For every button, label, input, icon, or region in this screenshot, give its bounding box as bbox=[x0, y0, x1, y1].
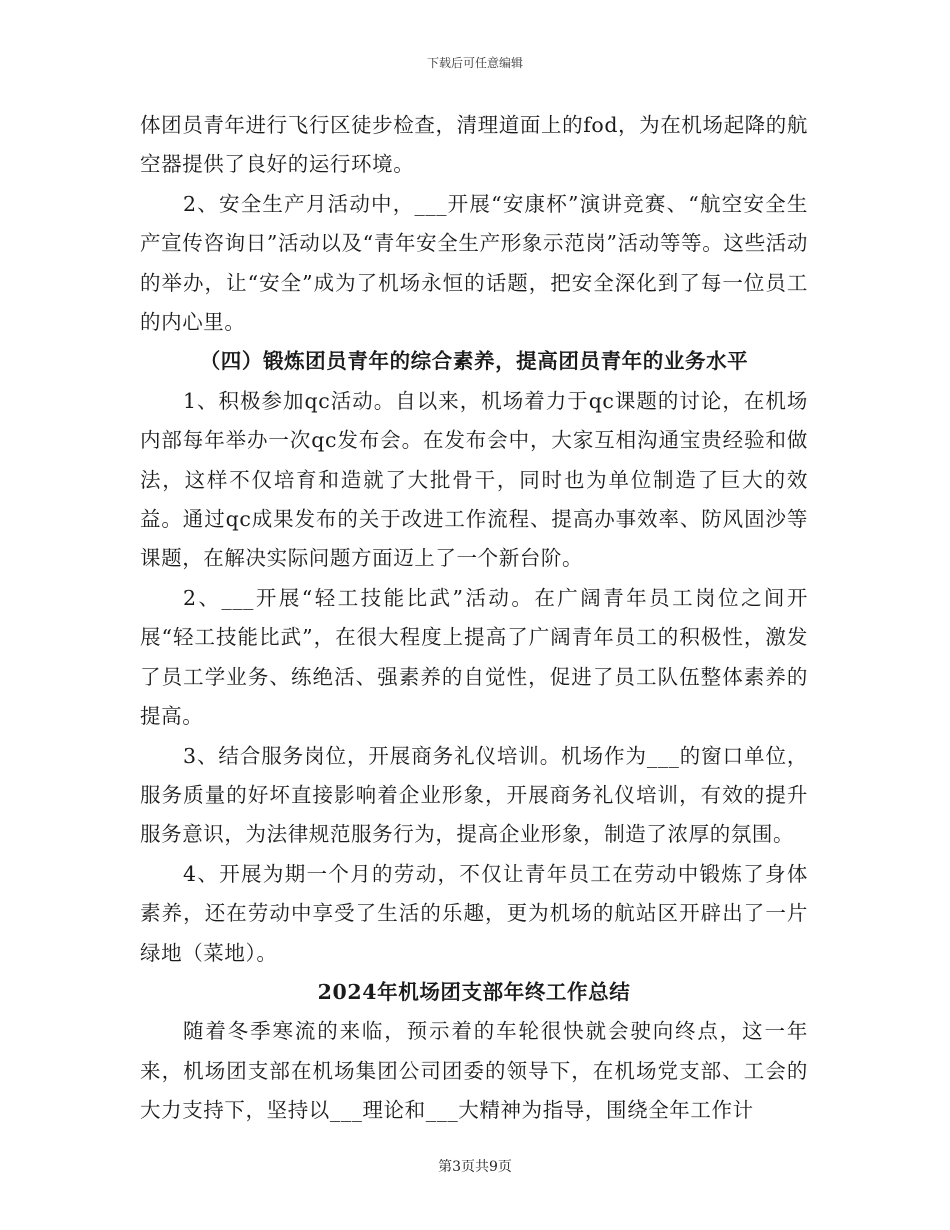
paragraph-safety-month: 2、安全生产月活动中，___开展“安康杯”演讲竞赛、“航空安全生产宣传咨询日”活动以及“青年安全生产形象示范岗”活动等等。这些活动的举办，让“安全”成为了机场永恒的话题，把安全深化到了每一位员工的内心里。 bbox=[140, 191, 808, 335]
page-header-note: 下载后可任意编辑 bbox=[426, 56, 523, 70]
page-number: 第3页共9页 bbox=[438, 1159, 512, 1175]
paragraph-etiquette-training: 3、结合服务岗位，开展商务礼仪培训。机场作为___的窗口单位，服务质量的好坏直接影响着企业形象，开展商务礼仪培训，有效的提升服务意识，为法律规范服务行为，提高企业形象，制造了浓厚的氛围。 bbox=[140, 743, 808, 847]
document-body bbox=[140, 106, 808, 1131]
paragraph-intro-2024: 随着冬季寒流的来临，预示着的车轮很快就会驶向终点，这一年来，机场团支部在机场集团公司团委的领导下，在机场党支部、工会的大力支持下，坚持以___理论和___大精神为指导，围绕全年工作计 bbox=[140, 1019, 808, 1123]
paragraph-labor-activity: 4、开展为期一个月的劳动，不仅让青年员工在劳动中锻炼了身体素养，还在劳动中享受了生活的乐趣，更为机场的航站区开辟出了一片绿地（菜地）。 bbox=[140, 861, 808, 965]
paragraph-qc-activity: 1、积极参加qc活动。自以来，机场着力于qc课题的讨论，在机场内部每年举办一次qc发布会。在发布会中，大家互相沟通宝贵经验和做法，这样不仅培育和造就了大批骨干，同时也为单位制造了巨大的效益。通过qc成果发布的关于改进工作流程、提高办事效率、防风固沙等课题，在解决实际问题方面迈上了一个新台阶。 bbox=[140, 388, 808, 571]
document-title-2024-summary: 2024年机场团支部年终工作总结 bbox=[317, 979, 631, 1004]
paragraph-continuation: 体团员青年进行飞行区徒步检查，清理道面上的fod，为在机场起降的航空器提供了良好的运行环境。 bbox=[140, 113, 808, 177]
section-heading-four: （四）锻炼团员青年的综合素养，提高团员青年的业务水平 bbox=[199, 349, 749, 374]
paragraph-skills-competition: 2、___开展“轻工技能比武”活动。在广阔青年员工岗位之间开展“轻工技能比武”，在很大程度上提高了广阔青年员工的积极性，激发了员工学业务、练绝活、强素养的自觉性，促进了员工队伍整体素养的提高。 bbox=[140, 585, 808, 729]
